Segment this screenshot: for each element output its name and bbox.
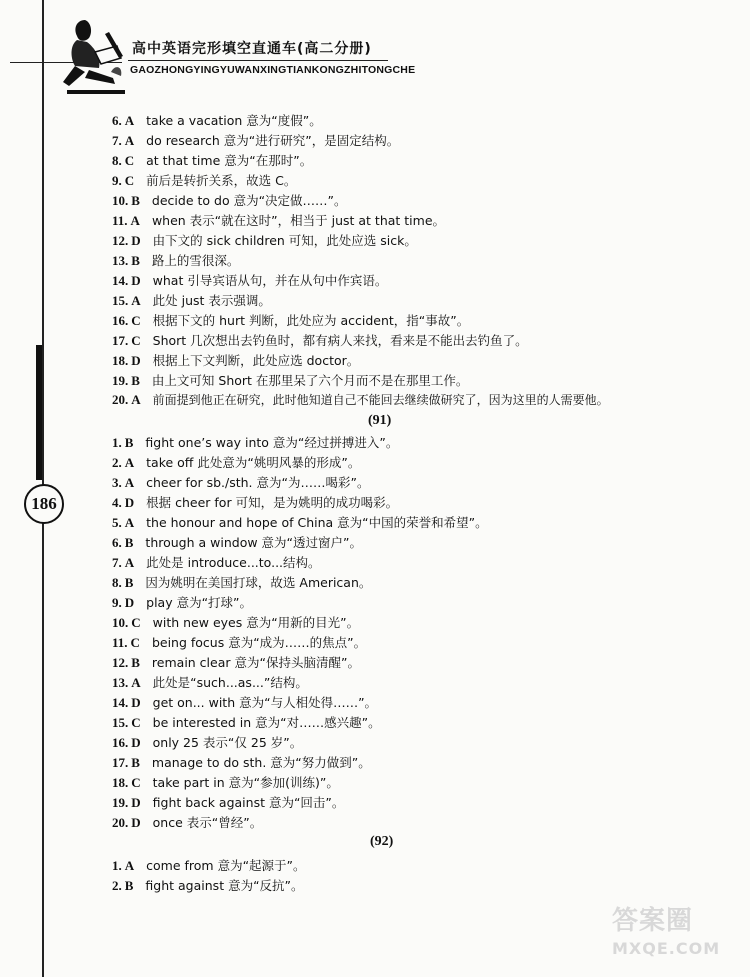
answer-item: 6. B through a window 意为“透过窗户”。 [112, 535, 362, 550]
reader-logo-icon [55, 12, 130, 102]
answer-item: 3. A cheer for sb./sth. 意为“为……喝彩”。 [112, 475, 370, 490]
answer-item: 1. A come from 意为“起源于”。 [112, 858, 306, 873]
answer-item: 19. B 由上文可知 Short 在那里呆了六个月而不是在那里工作。 [112, 373, 469, 388]
answer-item: 7. A 此处是 introduce...to...结构。 [112, 555, 321, 570]
answer-item: 5. A the honour and hope of China 意为“中国的荣誉和希望”。 [112, 515, 488, 530]
answer-item: 8. C at that time 意为“在那时”。 [112, 153, 313, 168]
answer-item: 17. C Short 几次想出去钓鱼时，都有病人来找，看来是不能出去钓鱼了。 [112, 333, 528, 348]
answer-item: 19. D fight back against 意为“回击”。 [112, 795, 345, 810]
page-number-badge: 186 [24, 484, 64, 524]
answer-item: 16. C 根据下文的 hurt 判断，此处应为 accident，指“事故”。 [112, 313, 470, 328]
answer-item: 16. D only 25 表示“仅 25 岁”。 [112, 735, 303, 750]
answer-item: 9. D play 意为“打球”。 [112, 595, 253, 610]
answer-item: 12. D 由下文的 sick children 可知，此处应选 sick。 [112, 233, 417, 248]
answer-item: 9. C 前后是转折关系，故选 C。 [112, 173, 297, 188]
answer-item: 15. C be interested in 意为“对……感兴趣”。 [112, 715, 381, 730]
answer-item: 8. B 因为姚明在美国打球，故选 American。 [112, 575, 372, 590]
watermark [612, 900, 732, 972]
answer-item: 4. D 根据 cheer for 可知，是为姚明的成功喝彩。 [112, 495, 399, 510]
answer-item: 13. A 此处是“such...as...”结构。 [112, 675, 308, 690]
answer-item: 18. D 根据上下文判断，此处应选 doctor。 [112, 353, 360, 368]
book-title: 高中英语完形填空直通车(高二分册) [132, 41, 372, 57]
answer-item: 20. A 前面提到他正在研究，此时他知道自己不能回去继续做研究了，因为这里的人需要他。 [112, 392, 609, 407]
answer-item: 10. B decide to do 意为“决定做……”。 [112, 193, 347, 208]
answer-item: 2. B fight against 意为“反抗”。 [112, 878, 304, 893]
answer-item: 11. C being focus 意为“成为……的焦点”。 [112, 635, 367, 650]
section-heading-92: (92) [370, 834, 394, 849]
answer-item: 12. B remain clear 意为“保持头脑清醒”。 [112, 655, 360, 670]
answer-item: 13. B 路上的雪很深。 [112, 253, 240, 268]
answer-item: 20. D once 表示“曾经”。 [112, 815, 263, 830]
title-underline [128, 60, 388, 61]
watermark-url: MXQE.COM [612, 939, 721, 958]
section-heading-91: (91) [368, 413, 392, 428]
margin-bar [36, 345, 42, 480]
answer-item: 10. C with new eyes 意为“用新的目光”。 [112, 615, 360, 630]
answer-item: 17. B manage to do sth. 意为“努力做到”。 [112, 755, 371, 770]
answer-item: 1. B fight one’s way into 意为“经过拼搏进入”。 [112, 435, 399, 450]
answer-item: 2. A take off 此处意为“姚明风暴的形成”。 [112, 455, 361, 470]
book-title-pinyin: GAOZHONGYINGYUWANXINGTIANKONGZHITONGCHE [130, 64, 416, 76]
answer-item: 14. D what 引导宾语从句，并在从句中作宾语。 [112, 273, 388, 288]
answer-item: 7. A do research 意为“进行研究”，是固定结构。 [112, 133, 400, 148]
watermark-text: 答案圈 [612, 906, 694, 936]
answer-item: 14. D get on... with 意为“与人相处得……”。 [112, 695, 378, 710]
answer-item: 18. C take part in 意为“参加(训练)”。 [112, 775, 339, 790]
answer-item: 6. A take a vacation 意为“度假”。 [112, 113, 322, 128]
answer-item: 15. A 此处 just 表示强调。 [112, 293, 271, 308]
answer-item: 11. A when 表示“就在这时”，相当于 just at that time。 [112, 213, 446, 228]
